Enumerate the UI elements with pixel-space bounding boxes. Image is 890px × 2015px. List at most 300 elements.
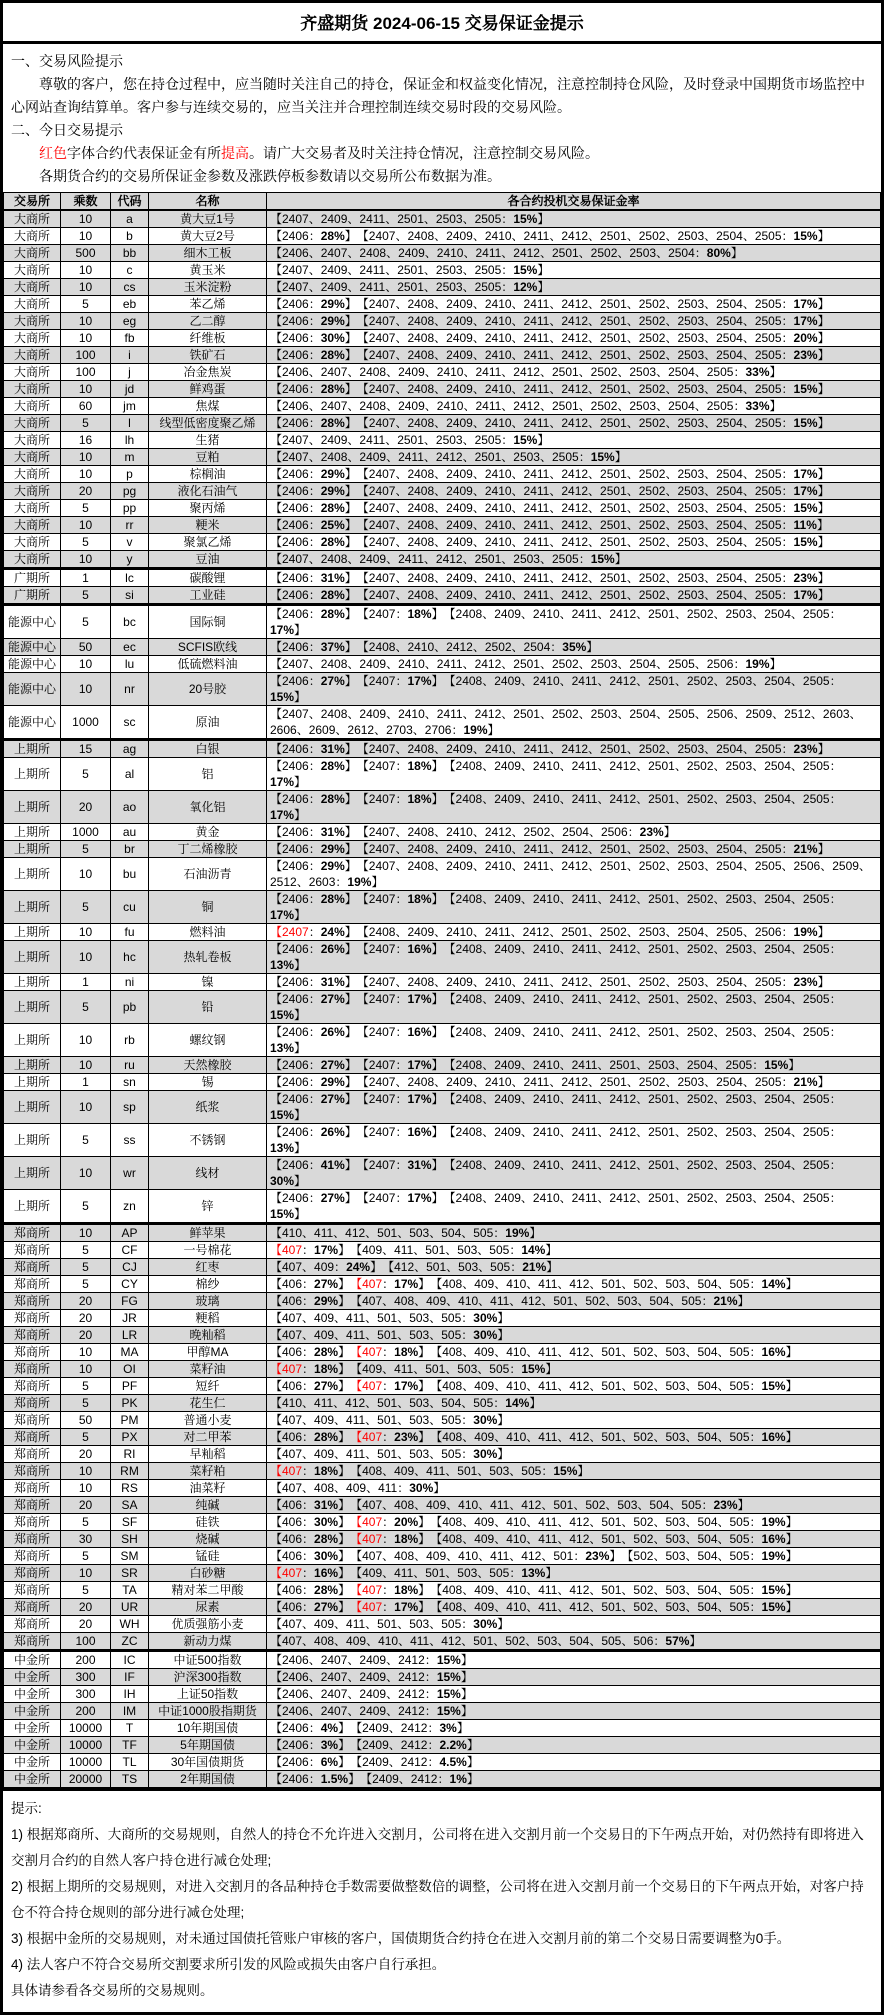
contract-list: 【2406	[270, 416, 309, 430]
contract-list: 【2408、2410、2412、2502、2504	[362, 640, 551, 654]
code-cell: sc	[111, 706, 149, 740]
contract-list: 【2406	[270, 674, 309, 688]
margin-rate-value: 16%	[761, 1345, 786, 1359]
margin-rate-value: 15%	[270, 1207, 295, 1221]
multiplier-cell: 60	[61, 398, 111, 415]
margin-rate-value: 41%	[320, 1158, 345, 1172]
rate-segment: 【407、408、409、410、411、412、501、502、503、504、505：23%】	[356, 1498, 750, 1512]
rate-segment: 【2406、2407、2409、2412：15%】	[270, 1670, 473, 1684]
name-cell: 线型低密度聚乙烯	[149, 415, 267, 432]
name-cell: 纤维板	[149, 330, 267, 347]
exchange-cell: 中金所	[4, 1771, 61, 1788]
table-row	[4, 415, 881, 432]
exchange-cell: 上期所	[4, 1074, 61, 1091]
rates-cell	[267, 1259, 881, 1276]
rates-cell	[267, 974, 881, 991]
code-cell: b	[111, 228, 149, 245]
multiplier-cell: 20	[61, 1327, 111, 1344]
margin-rate-value: 15%	[590, 552, 615, 566]
table-row	[4, 1310, 881, 1327]
margin-rate-value: 15%	[436, 1687, 461, 1701]
margin-rate-value: 33%	[745, 365, 770, 379]
rate-segment: 【2407、2408、2409、2410、2411、2412、2501、2502、2503、2504、2505、2506、2509、2512、2603、2606、2609、2612、2703、2706：19%】	[270, 707, 862, 737]
multiplier-cell: 20	[61, 1616, 111, 1633]
exchange-cell: 大商所	[4, 517, 61, 534]
margin-rate-value: 28%	[320, 588, 345, 602]
rates-cell	[267, 364, 881, 381]
exchange-cell: 中金所	[4, 1737, 61, 1754]
margin-rate-value: 19%	[761, 1549, 786, 1563]
rates-cell	[267, 1157, 881, 1190]
table-row	[4, 534, 881, 551]
exchange-cell: 大商所	[4, 381, 61, 398]
contract-list: 【2408、2409、2410、2411、2412、2501、2502、2503、2504、2505	[449, 759, 830, 773]
contract-list: 【2406	[270, 1738, 309, 1752]
contract-list: 【2407	[362, 892, 396, 906]
rate-segment: 【406：27%】	[270, 1379, 351, 1393]
name-cell: 黄金	[149, 824, 267, 841]
code-cell: SA	[111, 1497, 149, 1514]
contract-list: 【2407、2408、2409、2410、2411、2412、2501、2502、2503、2504、2505	[362, 975, 782, 989]
table-row	[4, 262, 881, 279]
code-cell: JR	[111, 1310, 149, 1327]
red-text-2: 提高	[221, 145, 249, 161]
table-row	[4, 1429, 881, 1446]
code-cell: al	[111, 758, 149, 791]
multiplier-cell: 300	[61, 1669, 111, 1686]
exchange-cell: 郑商所	[4, 1395, 61, 1412]
exchange-cell: 中金所	[4, 1651, 61, 1669]
name-cell: 一号棉花	[149, 1242, 267, 1259]
margin-rate-value: 18%	[394, 1345, 419, 1359]
contract-list: 【407、408、409、410、411、412、501、502、503、504、505、506	[270, 1634, 654, 1648]
margin-rate-value: 6%	[320, 1755, 339, 1769]
code-cell: bb	[111, 245, 149, 262]
contract-list: 【406	[270, 1430, 303, 1444]
margin-rate-value: 29%	[314, 1294, 339, 1308]
code-cell: RS	[111, 1480, 149, 1497]
margin-rate-value: 21%	[522, 1260, 547, 1274]
contract-list: 【502、503、504、505	[627, 1549, 750, 1563]
rate-segment: 【2408、2409、2410、2411、2412、2501、2502、2503、2504、2505：17%】	[270, 759, 842, 789]
contract-list: 【2406	[270, 1191, 309, 1205]
multiplier-cell: 10	[61, 228, 111, 245]
multiplier-cell: 10	[61, 924, 111, 941]
margin-rate-value: 28%	[320, 535, 345, 549]
code-cell: ru	[111, 1057, 149, 1074]
margin-rate-value: 18%	[394, 1583, 419, 1597]
multiplier-cell: 20000	[61, 1771, 111, 1788]
exchange-cell: 郑商所	[4, 1361, 61, 1378]
multiplier-cell: 16	[61, 432, 111, 449]
contract-list: 【2406、2407、2408、2409、2410、2411、2412、2501、2502、2503、2504、2505	[270, 399, 734, 413]
params-note-line: 各期货合约的交易所保证金参数及涨跌停板参数请以交易所公布数据为准。	[39, 168, 501, 184]
contract-list: 【406	[270, 1498, 303, 1512]
contract-list: 【406	[270, 1549, 303, 1563]
margin-rate-value: 16%	[761, 1532, 786, 1546]
contract-list: 【406	[270, 1600, 303, 1614]
name-cell: 花生仁	[149, 1395, 267, 1412]
multiplier-cell: 10	[61, 262, 111, 279]
table-row	[4, 1514, 881, 1531]
exchange-cell: 上期所	[4, 974, 61, 991]
multiplier-cell: 1000	[61, 706, 111, 740]
exchange-cell: 广期所	[4, 587, 61, 605]
margin-rate-value: 16%	[761, 1430, 786, 1444]
contract-list: 【2406	[270, 1092, 309, 1106]
margin-rate-value: 57%	[665, 1634, 690, 1648]
contract-list: 【2406	[270, 792, 309, 806]
rates-cell	[267, 1497, 881, 1514]
exchange-cell: 上期所	[4, 740, 61, 758]
margin-rate-value: 31%	[320, 571, 345, 585]
rate-segment: 【2406：4%】	[270, 1721, 351, 1735]
contract-list: 【2406	[270, 297, 309, 311]
rate-segment: 【2406：30%】	[270, 331, 357, 345]
rate-segment: 【2407：18%】	[362, 607, 444, 621]
rates-cell	[267, 1565, 881, 1582]
exchange-cell: 大商所	[4, 228, 61, 245]
rate-segment: 【2406：26%】	[270, 1125, 357, 1139]
contract-list: 【2406、2407、2409、2412	[270, 1687, 425, 1701]
rate-segment: 【2408、2410、2412、2502、2504：35%】	[362, 640, 599, 654]
contract-list: 【407、408、409、410、411、412、501、502、503、504、505	[356, 1294, 702, 1308]
table-row	[4, 551, 881, 569]
rate-segment: 【2407、2408、2409、2410、2411、2412、2501、2502、2503、2504、2505：17%】	[362, 467, 830, 481]
code-cell: j	[111, 364, 149, 381]
exchange-cell: 郑商所	[4, 1633, 61, 1651]
exchange-cell: 大商所	[4, 347, 61, 364]
rates-cell	[267, 1378, 881, 1395]
contract-list: 【2407、2408、2409、2410、2411、2412、2501、2502、2503、2504、2505、2506、2509、2512、2603、2606、2609、2612、2703、2706	[270, 707, 862, 737]
rates-cell	[267, 313, 881, 330]
margin-rate-value: 17%	[407, 674, 432, 688]
rates-cell	[267, 1720, 881, 1737]
contract-list: 【2409、2412	[366, 1772, 438, 1786]
margin-rate-value: 28%	[320, 759, 345, 773]
multiplier-cell: 15	[61, 740, 111, 758]
contract-list: 【407	[356, 1600, 383, 1614]
rate-segment: 【406：30%】	[270, 1515, 351, 1529]
name-cell: 工业硅	[149, 587, 267, 605]
rate-segment: 【2406、2407、2409、2412：15%】	[270, 1687, 473, 1701]
margin-rate-value: 28%	[320, 607, 345, 621]
name-cell: 10年期国债	[149, 1720, 267, 1737]
contract-list: 【407	[356, 1583, 383, 1597]
name-cell: 乙二醇	[149, 313, 267, 330]
rate-segment: 【2406：31%】	[270, 571, 357, 585]
multiplier-cell: 5	[61, 758, 111, 791]
rate-segment: 【2407：18%】	[362, 892, 444, 906]
name-cell: 螺纹钢	[149, 1024, 267, 1057]
code-cell: ZC	[111, 1633, 149, 1651]
table-row	[4, 1686, 881, 1703]
code-cell: wr	[111, 1157, 149, 1190]
rate-segment: 【2407、2408、2409、2410、2411、2412、2501、2502、2503、2504、2505：21%】	[362, 842, 830, 856]
multiplier-cell: 20	[61, 1446, 111, 1463]
exchange-cell: 郑商所	[4, 1259, 61, 1276]
exchange-cell: 上期所	[4, 1124, 61, 1157]
contract-list: 【2406、2407、2408、2409、2410、2411、2412、2501、2502、2503、2504、2505	[270, 365, 734, 379]
table-row	[4, 330, 881, 347]
rate-segment: 【407：18%】	[356, 1532, 431, 1546]
margin-rate-value: 30%	[473, 1328, 498, 1342]
rate-segment: 【406：28%】	[270, 1430, 351, 1444]
name-cell: 红枣	[149, 1259, 267, 1276]
margin-rate-value: 28%	[314, 1345, 339, 1359]
rate-segment: 【2407、2408、2409、2410、2411、2412、2501、2502、2503、2504、2505：15%】	[362, 501, 830, 515]
multiplier-cell: 5	[61, 415, 111, 432]
margin-rate-value: 80%	[706, 246, 731, 260]
name-cell: 焦煤	[149, 398, 267, 415]
contract-list: 【412、501、503、505	[388, 1260, 511, 1274]
rates-cell	[267, 656, 881, 673]
name-cell: 白砂糖	[149, 1565, 267, 1582]
contract-list: 【2406	[270, 229, 309, 243]
margin-rate-value: 30%	[320, 331, 345, 345]
exchange-cell: 上期所	[4, 991, 61, 1024]
contract-list: 【2408、2409、2410、2411、2501、2503、2504、2505	[449, 1058, 753, 1072]
table-row	[4, 841, 881, 858]
margin-rate-value: 29%	[320, 1075, 345, 1089]
margin-rate-value: 29%	[320, 484, 345, 498]
contract-list: 【2407、2408、2409、2410、2411、2412、2501、2502、2503、2504、2505	[362, 382, 782, 396]
name-cell: 丁二烯橡胶	[149, 841, 267, 858]
table-row	[4, 1480, 881, 1497]
contract-list: 【2406	[270, 501, 309, 515]
multiplier-cell: 1	[61, 569, 111, 587]
name-cell: 优质强筋小麦	[149, 1616, 267, 1633]
margin-rate-value: 17%	[407, 992, 432, 1006]
exchange-cell: 上期所	[4, 824, 61, 841]
contract-list: 【408、409、411、501、503、505	[356, 1464, 542, 1478]
contract-list: 【2407	[362, 607, 396, 621]
multiplier-cell: 10	[61, 1344, 111, 1361]
contract-list: 【407、408、409、410、411、412、501	[356, 1549, 574, 1563]
name-cell: 鲜苹果	[149, 1224, 267, 1242]
margin-rate-value: 16%	[407, 942, 432, 956]
rate-segment: 【407、409、411、501、503、505：30%】	[270, 1617, 510, 1631]
name-cell: 纸浆	[149, 1091, 267, 1124]
margin-rate-value: 28%	[320, 792, 345, 806]
rate-segment: 【2409、2412：2.2%】	[356, 1738, 479, 1752]
multiplier-cell: 10	[61, 279, 111, 296]
rate-segment: 【406：27%】	[270, 1600, 351, 1614]
name-cell: 聚氯乙烯	[149, 534, 267, 551]
margin-rate-value: 18%	[407, 892, 432, 906]
contract-list: 【2408、2409、2410、2411、2412、2501、2502、2503、2504、2505	[449, 1092, 830, 1106]
rates-cell	[267, 1344, 881, 1361]
rate-segment: 【2408、2409、2410、2411、2412、2501、2502、2503、2504、2505：30%】	[270, 1158, 842, 1188]
code-cell: lc	[111, 569, 149, 587]
rate-segment: 【2406：6%】	[270, 1755, 351, 1769]
multiplier-cell: 1	[61, 1074, 111, 1091]
table-row	[4, 824, 881, 841]
multiplier-cell: 5	[61, 1242, 111, 1259]
rates-cell	[267, 1633, 881, 1651]
contract-list: 【2406	[270, 1755, 309, 1769]
contract-list: 【2408、2409、2410、2411、2412、2501、2502、2503、2504、2505	[449, 992, 830, 1006]
multiplier-cell: 10	[61, 941, 111, 974]
rate-segment: 【407、409、411、501、503、505：30%】	[270, 1447, 510, 1461]
margin-rate-value: 17%	[407, 1058, 432, 1072]
table-row	[4, 398, 881, 415]
contract-list: 【2409、2412	[356, 1755, 428, 1769]
rate-segment: 【2406：26%】	[270, 1025, 357, 1039]
margin-rate-value: 13%	[270, 958, 295, 972]
margin-rate-value: 13%	[270, 1141, 295, 1155]
contract-list: 【2406	[270, 1125, 309, 1139]
multiplier-cell: 20	[61, 791, 111, 824]
rates-cell	[267, 758, 881, 791]
contract-list: 【2406、2407、2408、2409、2410、2411、2412、2501、2502、2503、2504	[270, 246, 695, 260]
name-cell: 冶金焦炭	[149, 364, 267, 381]
rates-cell	[267, 891, 881, 924]
code-cell: AP	[111, 1224, 149, 1242]
rates-cell	[267, 381, 881, 398]
margin-rate-value: 15%	[270, 1008, 295, 1022]
multiplier-cell: 20	[61, 1310, 111, 1327]
table-row	[4, 449, 881, 466]
rates-cell	[267, 1293, 881, 1310]
contract-list: 【2407、2408、2410、2412、2502、2504、2506	[362, 825, 628, 839]
table-row	[4, 1074, 881, 1091]
contract-list: 【2407	[270, 925, 309, 939]
code-cell: SR	[111, 1565, 149, 1582]
rates-cell	[267, 1514, 881, 1531]
table-header-row	[4, 193, 881, 211]
table-row	[4, 1531, 881, 1548]
multiplier-cell: 10	[61, 449, 111, 466]
header-name: 名称	[149, 193, 267, 211]
rates-cell	[267, 432, 881, 449]
rate-segment: 【407：17%】	[356, 1600, 431, 1614]
rate-segment: 【407、409、411、501、503、505：30%】	[270, 1328, 510, 1342]
rate-segment: 【407：18%】	[356, 1345, 431, 1359]
rates-cell	[267, 279, 881, 296]
margin-rate-value: 29%	[320, 297, 345, 311]
margin-rate-value: 31%	[320, 825, 345, 839]
name-cell: 燃料油	[149, 924, 267, 941]
code-cell: i	[111, 347, 149, 364]
rate-segment: 【2407：16%】	[362, 1025, 444, 1039]
rate-segment: 【2408、2409、2410、2411、2412、2501、2502、2503、2504、2505：13%】	[270, 942, 842, 972]
multiplier-cell: 10000	[61, 1754, 111, 1771]
margin-rate-value: 17%	[793, 588, 818, 602]
contract-list: 【2407	[362, 1125, 396, 1139]
table-row	[4, 279, 881, 296]
margin-rate-value: 19%	[745, 657, 770, 671]
code-cell: PX	[111, 1429, 149, 1446]
margin-rate-value: 15%	[436, 1670, 461, 1684]
margin-rate-value: 24%	[320, 925, 345, 939]
contract-list: 【2407、2409、2411、2501、2503、2505	[270, 263, 502, 277]
exchange-cell: 大商所	[4, 483, 61, 500]
notes-section	[3, 1788, 881, 2012]
multiplier-cell: 5	[61, 1190, 111, 1224]
table-row	[4, 1242, 881, 1259]
table-row	[4, 706, 881, 740]
rates-cell	[267, 1463, 881, 1480]
rate-segment: 【2407、2408、2409、2410、2411、2412、2501、2502、2503、2504、2505：17%】	[362, 297, 830, 311]
name-cell: 纯碱	[149, 1497, 267, 1514]
name-cell: 豆油	[149, 551, 267, 569]
contract-list: 【408、409、410、411、412、501、502、503、504、505	[436, 1600, 750, 1614]
rates-cell	[267, 924, 881, 941]
exchange-cell: 中金所	[4, 1720, 61, 1737]
exchange-cell: 广期所	[4, 569, 61, 587]
rate-segment: 【2406、2407、2408、2409、2410、2411、2412、2501、2502、2503、2504、2505：33%】	[270, 399, 782, 413]
contract-list: 【2406、2407、2409、2412	[270, 1704, 425, 1718]
multiplier-cell: 5	[61, 587, 111, 605]
code-cell: v	[111, 534, 149, 551]
multiplier-cell: 10	[61, 1157, 111, 1190]
name-cell: 尿素	[149, 1599, 267, 1616]
margin-rate-value: 28%	[320, 501, 345, 515]
contract-list: 【407、408、409、411	[270, 1481, 398, 1495]
contract-list: 【2407	[362, 1058, 396, 1072]
rate-segment: 【407：16%】	[270, 1566, 351, 1580]
contract-list: 【2407、2408、2409、2410、2411、2412、2501、2502、2503、2504、2505	[362, 297, 782, 311]
margin-rate-value: 18%	[314, 1464, 339, 1478]
code-cell: rr	[111, 517, 149, 534]
code-cell: FG	[111, 1293, 149, 1310]
name-cell: 石油沥青	[149, 858, 267, 891]
contract-list: 【2407、2408、2409、2410、2411、2412、2501、2502、2503、2504、2505	[362, 535, 782, 549]
rate-segment: 【410、411、412、501、503、504、505：14%】	[270, 1396, 542, 1410]
rate-segment: 【2408、2409、2410、2411、2412、2501、2502、2503、2504、2505：17%】	[270, 892, 842, 922]
name-cell: 锰硅	[149, 1548, 267, 1565]
rates-cell	[267, 1651, 881, 1669]
rate-segment: 【407：17%】	[270, 1243, 351, 1257]
table-row	[4, 1582, 881, 1599]
contract-list: 【407、408、409、410、411、412、501、502、503、504、505	[356, 1498, 702, 1512]
name-cell: 低硫燃料油	[149, 656, 267, 673]
name-cell: 线材	[149, 1157, 267, 1190]
rate-segment: 【407、408、409、410、411、412、501、502、503、504、505、506：57%】	[270, 1634, 702, 1648]
rates-cell	[267, 1771, 881, 1788]
contract-list: 【2408、2409、2410、2411、2412、2501、2502、2503、2504、2505	[449, 792, 830, 806]
table-row	[4, 1548, 881, 1565]
table-row	[4, 1669, 881, 1686]
margin-rate-value: 15%	[513, 263, 538, 277]
rate-segment: 【2407、2408、2409、2410、2411、2412、2501、2502、2503、2504、2505：17%】	[362, 314, 830, 328]
exchange-cell: 中金所	[4, 1686, 61, 1703]
rates-cell	[267, 706, 881, 740]
contract-list: 【2407、2408、2409、2410、2411、2412、2501、2502、2503、2504、2505	[362, 229, 782, 243]
table-row	[4, 483, 881, 500]
code-cell: hc	[111, 941, 149, 974]
title-bar	[3, 3, 881, 44]
margin-rate-value: 26%	[320, 1125, 345, 1139]
intro-section	[3, 44, 881, 192]
note-item-1: 1) 根据郑商所、大商所的交易规则，自然人的持仓不允许进入交割月，公司将在进入交割月前一个交易日的下午两点开始，对仍然持有即将进入交割月合约的自然人客户持仓进行减仓处理;	[11, 1827, 864, 1868]
rate-segment: 【2408、2409、2410、2411、2412、2501、2502、2503、2504、2505：17%】	[270, 607, 842, 637]
rates-cell	[267, 449, 881, 466]
rate-segment: 【2406：31%】	[270, 975, 357, 989]
table-row	[4, 656, 881, 673]
contract-list: 【2409、2412	[356, 1721, 428, 1735]
today-heading: 二、今日交易提示	[11, 122, 123, 138]
contract-list: 【407、409、411、501、503、505	[270, 1617, 462, 1631]
margin-rate-value: 17%	[394, 1277, 419, 1291]
name-cell: SCFIS欧线	[149, 639, 267, 656]
margin-rate-value: 31%	[320, 742, 345, 756]
rate-segment: 【2407、2408、2409、2410、2411、2412、2501、2502、2503、2504、2505：21%】	[362, 1075, 830, 1089]
table-row	[4, 245, 881, 262]
name-cell: 短纤	[149, 1378, 267, 1395]
code-cell: eb	[111, 296, 149, 313]
